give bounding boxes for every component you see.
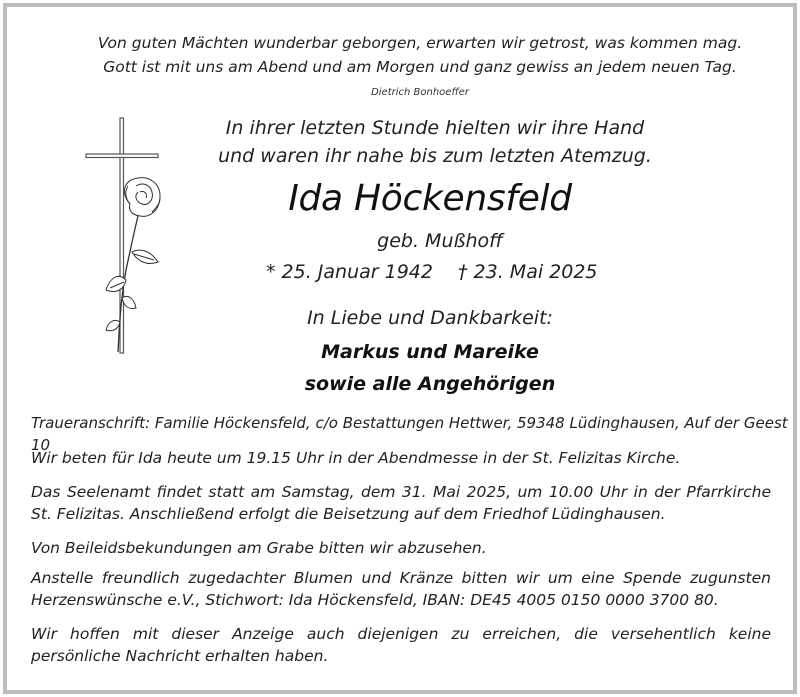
donation-notice: Anstelle freundlich zugedachter Blumen und Kränze bitten wir um eine Spende zugunsten Herzenswünsche e.V., Stichwort: Ida Höckensfeld, IBAN: DE45 4005 0150 0000 3700 80.: [31, 569, 771, 609]
closing-notice: Wir hoffen mit dieser Anzeige auch diejenigen zu erreichen, die versehentlich keine persönliche Nachricht erhalten haben.: [31, 625, 771, 665]
maiden-name: geb. Mußhoff: [377, 230, 503, 252]
evening-mass-notice: Wir beten für Ida heute um 19.15 Uhr in der Abendmesse in der St. Felizitas Kirche.: [31, 449, 681, 467]
quote-author: Dietrich Bonhoeffer: [371, 87, 469, 98]
requiem-notice: Das Seelenamt findet statt am Samstag, dem 31. Mai 2025, um 10.00 Uhr in der Pfarrkirche St. Felizitas. Anschließend erfolgt die Beisetzung auf dem Friedhof Lüdinghausen.: [31, 483, 771, 523]
deceased-name: Ida Höckensfeld: [288, 178, 572, 219]
death-date: † 23. Mai 2025: [458, 261, 598, 283]
mourning-address: Traueranschrift: Familie Höckensfeld, c/o Bestattungen Hettwer, 59348 Lüdinghausen, Auf der Geest 10: [31, 414, 788, 454]
quote-line-2: Gott ist mit uns am Abend und am Morgen und ganz gewiss an jedem neuen Tag.: [103, 58, 737, 76]
birth-date: * 25. Januar 1942: [266, 261, 433, 283]
mourners-line-2: sowie alle Angehörigen: [304, 373, 556, 395]
verse-line-2: und waren ihr nahe bis zum letzten Atemzug.: [218, 145, 652, 167]
verse-line-1: In ihrer letzten Stunde hielten wir ihre Hand: [225, 117, 645, 139]
quote-line-1: Von guten Mächten wunderbar geborgen, erwarten wir getrost, was kommen mag.: [97, 34, 743, 52]
condolences-notice: Von Beileidsbekundungen am Grabe bitten wir abzusehen.: [31, 539, 487, 557]
mourners-intro: In Liebe und Dankbarkeit:: [307, 307, 553, 329]
mourners-line-1: Markus und Mareike: [321, 341, 539, 363]
